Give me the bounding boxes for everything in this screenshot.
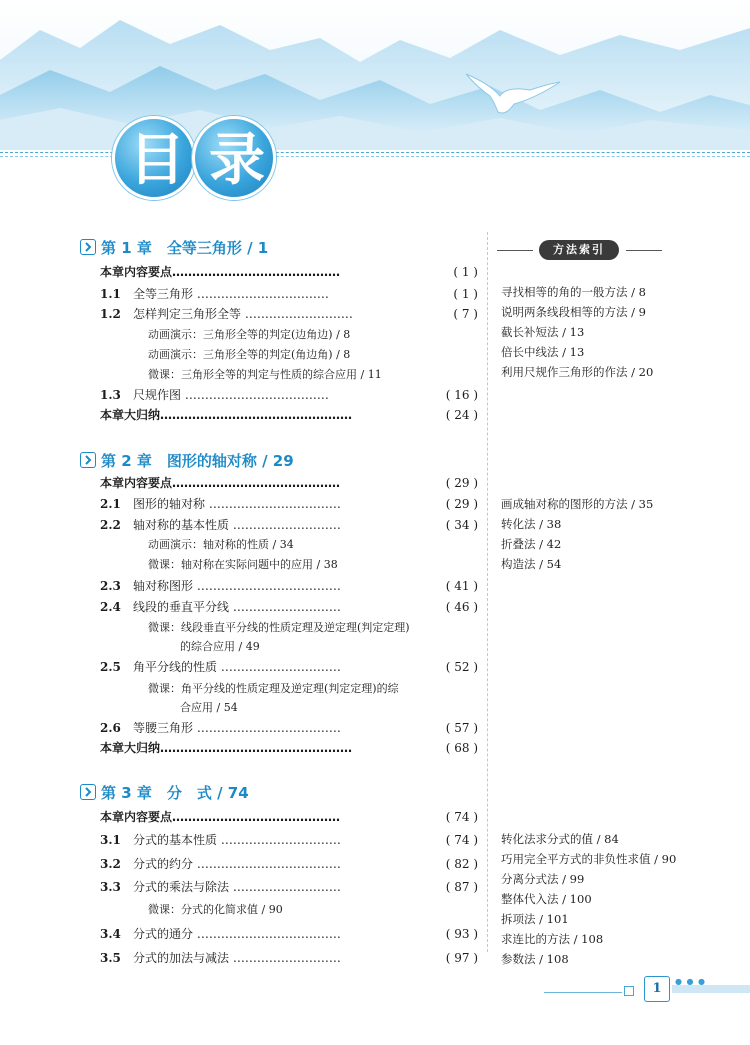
toc-subentry[interactable]: 微课：轴对称在实际问题中的应用 / 38 (148, 558, 338, 571)
toc-page: ( 24 ) (445, 408, 478, 422)
index-rule-left (497, 250, 533, 251)
toc-label: 本章大归纳………………………………………… (100, 408, 353, 422)
toc-page: ( 29 ) (445, 497, 478, 511)
title-char-2: 录 (209, 128, 265, 193)
toc-entry[interactable] (100, 285, 478, 303)
method-item: 参数法 / 108 (501, 952, 569, 966)
method-item: 求连比的方法 / 108 (501, 932, 604, 946)
toc-subentry[interactable]: 动画演示：三角形全等的判定(角边角) / 8 (148, 348, 351, 361)
section-number: 2.3 (100, 579, 121, 593)
toc-label: 角平分线的性质 ………………………… (133, 660, 341, 674)
toc-entry[interactable] (100, 406, 478, 424)
toc-page: ( 87 ) (445, 880, 478, 894)
page-title (112, 116, 282, 202)
toc-label: 分式的乘法与除法 ……………………… (133, 880, 341, 894)
section-number: 3.2 (100, 857, 121, 871)
toc-page: ( 57 ) (445, 721, 478, 735)
section-number: 3.4 (100, 927, 121, 941)
toc-subentry[interactable]: 微课：三角形全等的判定与性质的综合应用 / 11 (148, 368, 382, 381)
toc-label: 尺规作图 ……………………………… (133, 388, 329, 402)
method-item: 截长补短法 / 13 (501, 325, 585, 339)
footer-square-icon (624, 986, 634, 996)
toc-label: 全等三角形 …………………………… (133, 287, 329, 301)
section-number: 3.5 (100, 951, 121, 965)
section-number: 2.1 (100, 497, 121, 511)
toc-label: 图形的轴对称 …………………………… (133, 497, 341, 511)
chapter-title: 第 2 章 图形的轴对称 / 29 (101, 451, 294, 470)
toc-subentry-continued[interactable]: 合应用 / 54 (180, 701, 238, 714)
section-number: 2.5 (100, 660, 121, 674)
method-item: 整体代入法 / 100 (501, 892, 592, 906)
toc-page: ( 93 ) (445, 927, 478, 941)
toc-entry[interactable] (100, 855, 478, 873)
toc-entry[interactable] (100, 495, 478, 513)
toc-entry[interactable] (100, 831, 478, 849)
toc-page: ( 46 ) (445, 600, 478, 614)
section-number: 3.3 (100, 880, 121, 894)
toc-entry[interactable] (100, 925, 478, 943)
toc-page: ( 41 ) (445, 579, 478, 593)
toc-label: 本章内容要点…………………………………… (100, 265, 341, 279)
method-item: 画成轴对称的图形的方法 / 35 (501, 497, 654, 511)
title-badge-2 (192, 116, 276, 200)
toc-subentry[interactable]: 微课：分式的化简求值 / 90 (148, 903, 283, 916)
toc-entry[interactable] (100, 739, 478, 757)
index-rule-right (626, 250, 662, 251)
toc-page: ( 74 ) (445, 833, 478, 847)
method-index-header (497, 240, 662, 260)
toc-entry[interactable] (100, 474, 478, 492)
method-item: 巧用完全平方式的非负性求值 / 90 (501, 852, 677, 866)
footer-bar (672, 985, 750, 993)
section-number: 3.1 (100, 833, 121, 847)
toc-page: ( 52 ) (445, 660, 478, 674)
section-number: 2.6 (100, 721, 121, 735)
toc-entry[interactable] (100, 263, 478, 281)
method-item: 寻找相等的角的一般方法 / 8 (501, 285, 647, 299)
toc-entry[interactable] (100, 577, 478, 595)
method-item: 拆项法 / 101 (501, 912, 569, 926)
toc-entry[interactable] (100, 949, 478, 967)
toc-subentry[interactable]: 微课：线段垂直平分线的性质定理及逆定理(判定定理) (148, 621, 410, 634)
toc-label: 本章内容要点…………………………………… (100, 810, 341, 824)
section-number: 1.2 (100, 307, 121, 321)
toc-entry[interactable] (100, 878, 478, 896)
toc-entry[interactable] (100, 386, 478, 404)
toc-entry[interactable] (100, 719, 478, 737)
toc-page: ( 68 ) (445, 741, 478, 755)
toc-page: ( 97 ) (445, 951, 478, 965)
toc-label: 分式的通分 ……………………………… (133, 927, 341, 941)
toc-page: ( 29 ) (445, 476, 478, 490)
toc-page: ( 1 ) (453, 265, 478, 279)
method-item: 转化法 / 38 (501, 517, 562, 531)
toc-label: 分式的加法与减法 ……………………… (133, 951, 341, 965)
toc-label: 线段的垂直平分线 ……………………… (133, 600, 341, 614)
chevron-right-icon (80, 452, 96, 468)
method-item: 分离分式法 / 99 (501, 872, 585, 886)
section-number: 2.4 (100, 600, 121, 614)
toc-label: 怎样判定三角形全等 ……………………… (133, 307, 353, 321)
toc-subentry[interactable]: 动画演示：轴对称的性质 / 34 (148, 538, 294, 551)
chapter-title: 第 3 章 分 式 / 74 (101, 783, 249, 802)
toc-label: 等腰三角形 ……………………………… (133, 721, 341, 735)
toc-label: 本章内容要点…………………………………… (100, 476, 341, 490)
footer-dots-icon: ● ● ● (675, 977, 707, 986)
toc-page: ( 7 ) (453, 307, 478, 321)
method-item: 利用尺规作三角形的作法 / 20 (501, 365, 654, 379)
toc-subentry[interactable]: 微课：角平分线的性质定理及逆定理(判定定理)的综 (148, 682, 399, 695)
toc-entry[interactable] (100, 516, 478, 534)
toc-entry[interactable] (100, 808, 478, 826)
title-char-1: 目 (129, 128, 185, 193)
toc-label: 轴对称的基本性质 ……………………… (133, 518, 341, 532)
chapter-heading[interactable] (80, 449, 294, 471)
chapter-heading[interactable] (80, 236, 268, 258)
toc-page: ( 1 ) (453, 287, 478, 301)
chapter-heading[interactable] (80, 781, 249, 803)
page-number: 1 (644, 976, 670, 1002)
section-number: 2.2 (100, 518, 121, 532)
toc-label: 本章大归纳………………………………………… (100, 741, 353, 755)
toc-subentry[interactable]: 动画演示：三角形全等的判定(边角边) / 8 (148, 328, 351, 341)
toc-page: ( 82 ) (445, 857, 478, 871)
toc-label: 轴对称图形 ……………………………… (133, 579, 341, 593)
section-number: 1.1 (100, 287, 121, 301)
method-item: 说明两条线段相等的方法 / 9 (501, 305, 647, 319)
toc-page: ( 16 ) (445, 388, 478, 402)
footer-rule (544, 992, 622, 993)
toc-entry[interactable] (100, 658, 478, 676)
method-item: 折叠法 / 42 (501, 537, 562, 551)
toc-page: ( 74 ) (445, 810, 478, 824)
method-item: 转化法求分式的值 / 84 (501, 832, 619, 846)
chevron-right-icon (80, 784, 96, 800)
toc-label: 分式的约分 ……………………………… (133, 857, 341, 871)
toc-label: 分式的基本性质 ………………………… (133, 833, 341, 847)
column-divider (487, 232, 488, 952)
chapter-title: 第 1 章 全等三角形 / 1 (101, 238, 269, 257)
method-item: 构造法 / 54 (501, 557, 562, 571)
method-index-title: 方法索引 (539, 240, 619, 260)
toc-entry[interactable] (100, 598, 478, 616)
toc-entry[interactable] (100, 305, 478, 323)
toc-subentry-continued[interactable]: 的综合应用 / 49 (180, 640, 260, 653)
chevron-right-icon (80, 239, 96, 255)
section-number: 1.3 (100, 388, 121, 402)
title-badge-1 (112, 116, 196, 200)
method-item: 倍长中线法 / 13 (501, 345, 585, 359)
toc-page: ( 34 ) (445, 518, 478, 532)
